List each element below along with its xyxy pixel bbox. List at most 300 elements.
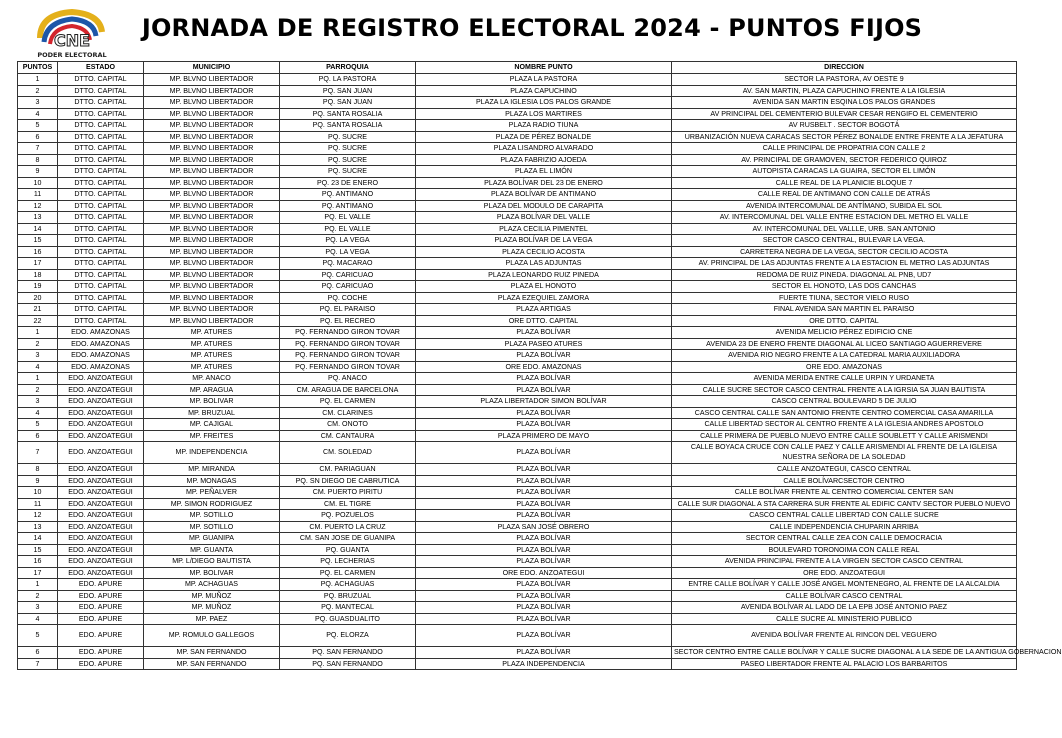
cell-puntos: 7 [18,442,58,464]
cell-parroquia: PQ. SAN JUAN [280,97,416,109]
cell-estado: EDO. ANZOATEGUI [58,384,144,396]
cell-parroquia: PQ. BRUZUAL [280,590,416,602]
table-header-row [18,62,1017,74]
cell-parroquia: PQ. FERNANDO GIRON TOVAR [280,350,416,362]
cell-estado: EDO. AMAZONAS [58,350,144,362]
cell-municipio: MP. BLVNO LIBERTADOR [144,97,280,109]
cell-puntos: 17 [18,567,58,579]
cell-direccion: REDOMA DE RUIZ PINEDA. DIAGONAL AL PNB, UD7 [672,269,1017,281]
cell-parroquia: PQ. LA VEGA [280,246,416,258]
cell-puntos: 16 [18,246,58,258]
cell-puntos: 12 [18,200,58,212]
cell-nombre-punto: PLAZA LA PASTORA [416,74,672,86]
cell-direccion: AV. PRINCIPAL DE GRAMOVEN, SECTOR FEDERICO QUIROZ [672,154,1017,166]
cell-direccion: AUTOPISTA CARACAS LA GUAIRA, SECTOR EL LIMÓN [672,166,1017,178]
cell-estado: DTTO. CAPITAL [58,315,144,327]
cell-nombre-punto: PLAZA BOLÍVAR [416,350,672,362]
table-row [18,613,1017,625]
cell-estado: EDO. APURE [58,579,144,591]
cell-nombre-punto: PLAZA BOLÍVAR [416,556,672,568]
cell-municipio: MP. MUÑOZ [144,602,280,614]
cell-estado: EDO. ANZOATEGUI [58,510,144,522]
table-row [18,396,1017,408]
cell-municipio: MP. BLVNO LIBERTADOR [144,143,280,155]
cell-parroquia: PQ. SANTA ROSALIA [280,108,416,120]
header-parroquia: PARROQUIA [280,62,416,74]
cell-municipio: MP. BLVNO LIBERTADOR [144,189,280,201]
cell-direccion: PASEO LIBERTADOR FRENTE AL PALACIO LOS BARBARITOS [672,658,1017,670]
cell-parroquia: CM. SOLEDAD [280,442,416,464]
cell-parroquia: PQ. CARICUAO [280,281,416,293]
cell-municipio: MP. BOLIVAR [144,567,280,579]
cell-direccion: SECTOR CASCO CENTRAL, BULEVAR LA VEGA. [672,235,1017,247]
table-row [18,177,1017,189]
cell-puntos: 12 [18,510,58,522]
cell-puntos: 1 [18,74,58,86]
cell-nombre-punto: PLAZA BOLÍVAR [416,498,672,510]
cell-municipio: MP. BLVNO LIBERTADOR [144,246,280,258]
table-row [18,658,1017,670]
cell-estado: EDO. ANZOATEGUI [58,407,144,419]
cell-municipio: MP. ANACO [144,373,280,385]
cell-direccion: AVENIDA PRINCIPAL FRENTE A LA VIRGEN SECTOR CASCO CENTRAL [672,556,1017,568]
logo-subtitle: PODER ELECTORAL [37,51,107,59]
cell-parroquia: PQ. MACARAO [280,258,416,270]
cell-parroquia: PQ. GUANTA [280,544,416,556]
cell-puntos: 18 [18,269,58,281]
cell-nombre-punto: PLAZA LA IGLESIA LOS PALOS GRANDE [416,97,672,109]
cell-puntos: 8 [18,464,58,476]
cell-nombre-punto: PLAZA RADIO TIUNA [416,120,672,132]
cell-puntos: 2 [18,590,58,602]
cell-parroquia: PQ. SUCRE [280,166,416,178]
cell-municipio: MP. ATURES [144,338,280,350]
cell-nombre-punto: PLAZA BOLÍVAR DEL 23 DE ENERO [416,177,672,189]
cell-municipio: MP. BLVNO LIBERTADOR [144,315,280,327]
cell-puntos: 21 [18,304,58,316]
table-row [18,143,1017,155]
cell-puntos: 5 [18,120,58,132]
cell-parroquia: CM. ARAGUA DE BARCELONA [280,384,416,396]
cell-puntos: 1 [18,579,58,591]
cell-nombre-punto: PLAZA BOLÍVAR [416,590,672,602]
header-direccion: DIRECCION [672,62,1017,74]
cell-nombre-punto: PLAZA BOLÍVAR [416,384,672,396]
cell-parroquia: PQ. 23 DE ENERO [280,177,416,189]
cell-estado: DTTO. CAPITAL [58,292,144,304]
cell-direccion: CALLE SUCRE SECTOR CASCO CENTRAL FRENTE A LA IGRSIA SA JUAN BAUTISTA [672,384,1017,396]
cell-direccion: CALLE BOLÍVAR CASCO CENTRAL [672,590,1017,602]
cell-parroquia: CM. PUERTO PIRITU [280,487,416,499]
cell-nombre-punto: PLAZA LISANDRO ALVARADO [416,143,672,155]
cell-nombre-punto: ORE EDO. ANZOATEGUI [416,567,672,579]
table-row [18,315,1017,327]
table-row [18,602,1017,614]
cell-puntos: 16 [18,556,58,568]
cell-puntos: 3 [18,602,58,614]
cell-nombre-punto: PLAZA DEL MODULO DE CARAPITA [416,200,672,212]
cell-direccion: AV. INTERCOMUNAL DEL VALLLE, URB. SAN ANTONIO [672,223,1017,235]
cell-nombre-punto: PLAZA BOLÍVAR DE LA VEGA [416,235,672,247]
cell-municipio: MP. BLVNO LIBERTADOR [144,74,280,86]
cell-nombre-punto: PLAZA BOLÍVAR [416,407,672,419]
cell-direccion: CASCO CENTRAL CALLE LIBERTAD CON CALLE SUCRE [672,510,1017,522]
cell-puntos: 6 [18,647,58,659]
cell-parroquia: CM. EL TIGRE [280,498,416,510]
table-body [18,74,1062,670]
cell-estado: EDO. ANZOATEGUI [58,475,144,487]
cell-municipio: MP. ARAGUA [144,384,280,396]
cell-parroquia: PQ. FERNANDO GIRON TOVAR [280,361,416,373]
cell-nombre-punto: PLAZA DE PÉREZ BONALDE [416,131,672,143]
cell-nombre-punto: PLAZA CECILIO ACOSTA [416,246,672,258]
cell-nombre-punto: PLAZA BOLÍVAR [416,373,672,385]
cell-direccion: CALLE REAL DE LA PLANICIE BLOQUE 7 [672,177,1017,189]
cell-parroquia: CM. CLARINES [280,407,416,419]
cell-parroquia: PQ. SAN FERNANDO [280,647,416,659]
cell-puntos: 20 [18,292,58,304]
cell-parroquia: PQ. SUCRE [280,154,416,166]
table-row [18,246,1017,258]
table-row [18,200,1017,212]
cell-municipio: MP. SAN FERNANDO [144,647,280,659]
cell-direccion: URBANIZACIÓN NUEVA CARACAS SECTOR PÉREZ BONALDE ENTRE FRENTE A LA JEFATURA [672,131,1017,143]
cell-municipio: MP. GUANIPA [144,533,280,545]
cell-puntos: 11 [18,189,58,201]
cell-estado: DTTO. CAPITAL [58,258,144,270]
cell-nombre-punto: PLAZA INDEPENDENCIA [416,658,672,670]
cell-direccion: AVENIDA 23 DE ENERO FRENTE DIAGONAL AL LICEO SANTIAGO AGUERREVERE [672,338,1017,350]
cell-parroquia: PQ. ANACO [280,373,416,385]
cell-direccion: CALLE INDEPENDENCIA CHUPARIN ARRIBA [672,521,1017,533]
cell-puntos: 11 [18,498,58,510]
table-row [18,154,1017,166]
cell-nombre-punto: PLAZA LIBERTADOR SIMON BOLÍVAR [416,396,672,408]
cell-municipio: MP. PAEZ [144,613,280,625]
cell-parroquia: PQ. EL VALLE [280,212,416,224]
cell-direccion: ENTRE CALLE BOLÍVAR Y CALLE JOSÉ ANGEL MONTENEGRO, AL FRENTE DE LA ALCALDIA [672,579,1017,591]
table-row [18,533,1017,545]
cell-estado: DTTO. CAPITAL [58,97,144,109]
cell-puntos: 6 [18,131,58,143]
table-row [18,625,1017,647]
cell-municipio: MP. L/DIEGO BAUTISTA [144,556,280,568]
cell-parroquia: PQ. EL CARMEN [280,567,416,579]
cell-estado: DTTO. CAPITAL [58,281,144,293]
cell-puntos: 5 [18,419,58,431]
cell-parroquia: CM. SAN JOSE DE GUANIPA [280,533,416,545]
table-row [18,350,1017,362]
cell-nombre-punto: PLAZA BOLÍVAR DEL VALLE [416,212,672,224]
cell-nombre-punto: PLAZA FABRIZIO AJOEDA [416,154,672,166]
cell-direccion: AVENIDA INTERCOMUNAL DE ANTÍMANO, SUBIDA EL SOL [672,200,1017,212]
table-row [18,269,1017,281]
cell-estado: EDO. APURE [58,647,144,659]
cell-puntos: 15 [18,544,58,556]
cell-estado: DTTO. CAPITAL [58,166,144,178]
cell-direccion: FINAL AVENIDA SAN MARTIN EL PARAISO [672,304,1017,316]
cell-nombre-punto: PLAZA BOLÍVAR [416,475,672,487]
cell-estado: EDO. ANZOATEGUI [58,567,144,579]
table-row [18,166,1017,178]
table-row [18,292,1017,304]
cell-nombre-punto: PLAZA BOLÍVAR [416,510,672,522]
cell-direccion: AVENIDA BOLÍVAR FRENTE AL RINCON DEL VEGUERO [672,625,1017,647]
cell-nombre-punto: PLAZA BOLÍVAR [416,544,672,556]
cell-parroquia: PQ. SN DIEGO DE CABRUTICA [280,475,416,487]
table-row [18,131,1017,143]
cell-nombre-punto: PLAZA LEONARDO RUIZ PINEDA [416,269,672,281]
cell-parroquia: CM. ONOTO [280,419,416,431]
cell-parroquia: PQ. LECHERIAS [280,556,416,568]
cell-puntos: 9 [18,166,58,178]
cell-estado: DTTO. CAPITAL [58,246,144,258]
cell-estado: EDO. ANZOATEGUI [58,544,144,556]
table-row [18,258,1017,270]
cell-direccion: CASCO CENTRAL CALLE SAN ANTONIO FRENTE CENTRO COMERCIAL CASA AMARILLA [672,407,1017,419]
cell-municipio: MP. BLVNO LIBERTADOR [144,269,280,281]
cell-puntos: 15 [18,235,58,247]
cell-municipio: MP. BLVNO LIBERTADOR [144,154,280,166]
cell-parroquia: PQ. SUCRE [280,143,416,155]
table-row [18,419,1017,431]
cell-direccion: ORE EDO. AMAZONAS [672,361,1017,373]
cell-puntos: 2 [18,384,58,396]
cell-nombre-punto: PLAZA BOLÍVAR [416,533,672,545]
cell-municipio: MP. BLVNO LIBERTADOR [144,200,280,212]
cell-direccion: CALLE PRIMERA DE PUEBLO NUEVO ENTRE CALLE SOUBLETT Y CALLE ARISMENDI [672,430,1017,442]
cell-estado: DTTO. CAPITAL [58,200,144,212]
cell-parroquia: PQ. LA PASTORA [280,74,416,86]
cell-parroquia: PQ. FERNANDO GIRON TOVAR [280,338,416,350]
cell-direccion: CASCO CENTRAL BOULEVARD 5 DE JULIO [672,396,1017,408]
cell-direccion: ORE EDO. ANZOATEGUI [672,567,1017,579]
cell-puntos: 7 [18,143,58,155]
cell-municipio: MP. ATURES [144,350,280,362]
cell-municipio: MP. CAJIGAL [144,419,280,431]
cell-puntos: 14 [18,533,58,545]
cell-puntos: 8 [18,154,58,166]
table-row [18,235,1017,247]
cell-estado: EDO. ANZOATEGUI [58,498,144,510]
cell-nombre-punto: PLAZA ARTIGAS [416,304,672,316]
table-row [18,442,1017,464]
cell-municipio: MP. FREITES [144,430,280,442]
cell-municipio: MP. BLVNO LIBERTADOR [144,177,280,189]
cell-estado: EDO. ANZOATEGUI [58,442,144,464]
cell-nombre-punto: PLAZA CECILIA PIMENTEL [416,223,672,235]
cell-parroquia: PQ. CARICUAO [280,269,416,281]
cell-direccion: ORE DTTO. CAPITAL [672,315,1017,327]
cell-municipio: MP. BOLIVAR [144,396,280,408]
cell-municipio: MP. PEÑALVER [144,487,280,499]
cell-direccion: CALLE SUR DIAGONAL A STA CARRERA SUR FRENTE AL EDIFIC CANTV SECTOR PUEBLO NUEVO [672,498,1017,510]
header-estado: ESTADO [58,62,144,74]
cell-estado: EDO. ANZOATEGUI [58,430,144,442]
cell-parroquia: PQ. GUASDUALITO [280,613,416,625]
cell-municipio: MP. ATURES [144,327,280,339]
logo-text: CNE [53,31,91,50]
cell-direccion: CARRETERA NEGRA DE LA VEGA, SECTOR CECILIO ACOSTA [672,246,1017,258]
registration-points-table [17,61,1062,670]
cell-nombre-punto: PLAZA EL HONOTO [416,281,672,293]
cell-nombre-punto: ORE EDO. AMAZONAS [416,361,672,373]
cell-municipio: MP. BRUZUAL [144,407,280,419]
table-row [18,74,1017,86]
table-row [18,85,1017,97]
cell-parroquia: CM. PARIAGUAN [280,464,416,476]
cell-direccion: CALLE ANZOATEGUI, CASCO CENTRAL [672,464,1017,476]
cell-estado: EDO. APURE [58,658,144,670]
cell-municipio: MP. SAN FERNANDO [144,658,280,670]
cell-parroquia: PQ. EL CARMEN [280,396,416,408]
cell-nombre-punto: PLAZA BOLÍVAR [416,419,672,431]
table-row [18,521,1017,533]
cell-puntos: 4 [18,407,58,419]
cell-direccion: CALLE REAL DE ANTIMANO CON CALLE DE ATRÁS [672,189,1017,201]
cell-nombre-punto: PLAZA BOLÍVAR [416,647,672,659]
cell-estado: DTTO. CAPITAL [58,131,144,143]
cell-puntos: 10 [18,177,58,189]
table-row [18,223,1017,235]
cell-estado: EDO. ANZOATEGUI [58,396,144,408]
cell-municipio: MP. BLVNO LIBERTADOR [144,223,280,235]
table-row [18,373,1017,385]
cell-direccion: SECTOR EL HONOTO, LAS DOS CANCHAS [672,281,1017,293]
cell-municipio: MP. INDEPENDENCIA [144,442,280,464]
cell-municipio: MP. ROMULO GALLEGOS [144,625,280,647]
cell-nombre-punto: PLAZA PRIMERO DE MAYO [416,430,672,442]
cell-parroquia: PQ. MANTECAL [280,602,416,614]
cell-nombre-punto: PLAZA BOLÍVAR [416,602,672,614]
cell-direccion: AVENIDA MELICIO PÉREZ EDIFICIO CNE [672,327,1017,339]
cell-nombre-punto: PLAZA BOLÍVAR [416,327,672,339]
cell-nombre-punto: PLAZA LAS ADJUNTAS [416,258,672,270]
cell-nombre-punto: PLAZA BOLÍVAR [416,613,672,625]
table-row [18,384,1017,396]
cell-puntos: 13 [18,212,58,224]
cell-parroquia: PQ. ANTIMANO [280,189,416,201]
cell-puntos: 19 [18,281,58,293]
cell-parroquia: CM. CANTAURA [280,430,416,442]
cell-puntos: 13 [18,521,58,533]
cell-estado: EDO. ANZOATEGUI [58,487,144,499]
table-row [18,97,1017,109]
cell-estado: EDO. AMAZONAS [58,338,144,350]
cell-parroquia: PQ. FERNANDO GIRON TOVAR [280,327,416,339]
cell-municipio: MP. BLVNO LIBERTADOR [144,166,280,178]
cell-direccion: AVENIDA BOLÍVAR AL LADO DE LA EPB JOSÉ ANTONIO PAEZ [672,602,1017,614]
table-row [18,327,1017,339]
cell-municipio: MP. SOTILLO [144,510,280,522]
cell-puntos: 3 [18,396,58,408]
table-row [18,556,1017,568]
header-nombre-punto: NOMBRE PUNTO [416,62,672,74]
cell-direccion: AV. PRINCIPAL DE LAS ADJUNTAS FRENTE A LA ESTACION EL METRO LAS ADJUNTAS [672,258,1017,270]
cell-puntos: 4 [18,613,58,625]
cell-puntos: 3 [18,97,58,109]
cell-estado: DTTO. CAPITAL [58,85,144,97]
cell-direccion: CALLE PRINCIPAL DE PROPATRIA CON CALLE 2 [672,143,1017,155]
cell-puntos: 22 [18,315,58,327]
cell-puntos: 14 [18,223,58,235]
cell-direccion: BOULEVARD TORONOIMA CON CALLE REAL [672,544,1017,556]
cell-nombre-punto: PLAZA PASEO ATURES [416,338,672,350]
cell-estado: DTTO. CAPITAL [58,108,144,120]
table-row [18,510,1017,522]
cell-parroquia: PQ. ACHAGUAS [280,579,416,591]
cell-estado: EDO. APURE [58,613,144,625]
cell-parroquia: PQ. ELORZA [280,625,416,647]
cell-parroquia: CM. PUERTO LA CRUZ [280,521,416,533]
cell-estado: DTTO. CAPITAL [58,212,144,224]
cell-municipio: MP. ATURES [144,361,280,373]
cell-estado: EDO. APURE [58,602,144,614]
cell-estado: EDO. ANZOATEGUI [58,556,144,568]
cell-municipio: MP. MONAGAS [144,475,280,487]
cell-municipio: MP. MIRANDA [144,464,280,476]
table-row [18,281,1017,293]
table-row [18,120,1017,132]
cell-puntos: 7 [18,658,58,670]
cell-puntos: 2 [18,85,58,97]
cell-parroquia: PQ. SUCRE [280,131,416,143]
cell-puntos: 10 [18,487,58,499]
table-row [18,338,1017,350]
cell-puntos: 4 [18,361,58,373]
cell-direccion: SECTOR LA PASTORA, AV OESTE 9 [672,74,1017,86]
header-puntos: PUNTOS [18,62,58,74]
cell-nombre-punto: ORE DTTO. CAPITAL [416,315,672,327]
cell-municipio: MP. BLVNO LIBERTADOR [144,108,280,120]
cell-parroquia: PQ. SAN FERNANDO [280,658,416,670]
cell-estado: DTTO. CAPITAL [58,235,144,247]
cell-parroquia: PQ. COCHE [280,292,416,304]
table-row [18,304,1017,316]
cell-nombre-punto: PLAZA BOLÍVAR [416,464,672,476]
cell-estado: EDO. ANZOATEGUI [58,419,144,431]
table-row [18,590,1017,602]
cell-puntos: 3 [18,350,58,362]
cell-parroquia: PQ. POZUELOS [280,510,416,522]
cell-parroquia: PQ. EL PARAISO [280,304,416,316]
cell-parroquia: PQ. SAN JUAN [280,85,416,97]
cell-nombre-punto: PLAZA LOS MARTIRES [416,108,672,120]
cell-municipio: MP. BLVNO LIBERTADOR [144,281,280,293]
cell-nombre-punto: PLAZA BOLÍVAR [416,625,672,647]
header-municipio: MUNICIPIO [144,62,280,74]
cell-nombre-punto: PLAZA SAN JOSÉ OBRERO [416,521,672,533]
cell-estado: DTTO. CAPITAL [58,143,144,155]
cell-municipio: MP. BLVNO LIBERTADOR [144,212,280,224]
cell-estado: DTTO. CAPITAL [58,189,144,201]
cell-nombre-punto: PLAZA BOLÍVAR DE ANTIMANO [416,189,672,201]
cell-municipio: MP. GUANTA [144,544,280,556]
table-row [18,430,1017,442]
cell-direccion: SECTOR CENTRO ENTRE CALLE BOLÍVAR Y CALLE SUCRE DIAGONAL A LA SEDE DE LA ANTIGUA GOBERNACION [672,647,1017,659]
cell-estado: DTTO. CAPITAL [58,177,144,189]
cell-municipio: MP. BLVNO LIBERTADOR [144,304,280,316]
cell-estado: EDO. APURE [58,590,144,602]
cell-municipio: MP. BLVNO LIBERTADOR [144,131,280,143]
cell-direccion: CALLE BOLÍVARCSECTOR CENTRO [672,475,1017,487]
cell-nombre-punto: PLAZA CAPUCHINO [416,85,672,97]
cell-estado: EDO. ANZOATEGUI [58,533,144,545]
cell-municipio: MP. BLVNO LIBERTADOR [144,292,280,304]
cell-puntos: 2 [18,338,58,350]
cell-nombre-punto: PLAZA BOLÍVAR [416,487,672,499]
cell-puntos: 17 [18,258,58,270]
